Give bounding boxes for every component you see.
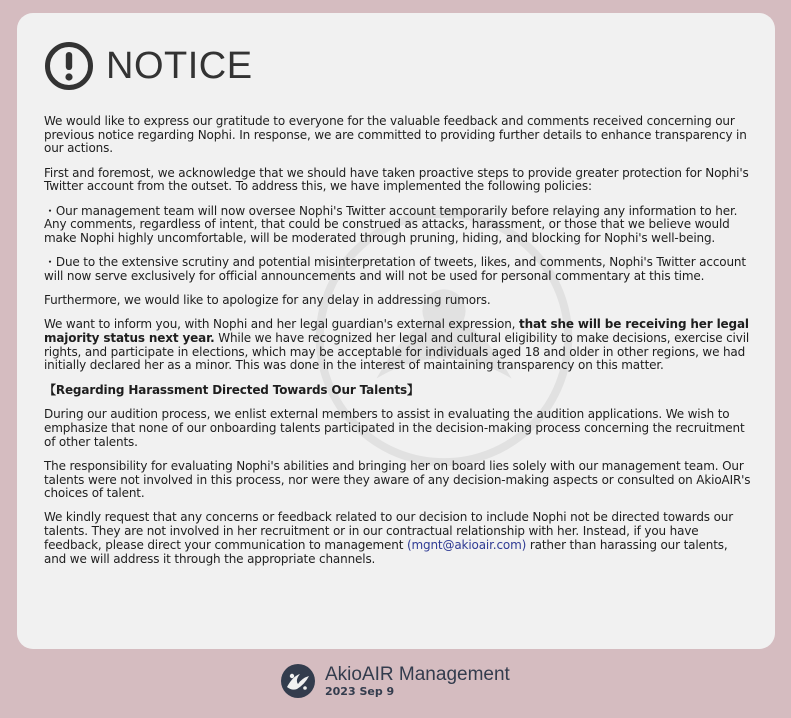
notice-date: 2023 Sep 9 bbox=[325, 684, 395, 698]
paragraph-request bbox=[44, 511, 753, 566]
request-text-end: rather than harassing our talents, and we will address it through the appropriate channels. bbox=[44, 537, 728, 566]
paragraph-legal-status bbox=[44, 318, 753, 373]
section-heading-harassment: 【Regarding Harassment Directed Towards Our Talents】 bbox=[44, 382, 419, 397]
akioair-logo-icon bbox=[281, 664, 315, 698]
paragraph-gratitude: We would like to express our gratitude to everyone for the valuable feedback and comments received concerning our previous notice regarding Nophi. In response, we are committed to providing further details to enhance transparency in our actions. bbox=[44, 114, 747, 156]
notice-body bbox=[44, 115, 753, 566]
management-email-link[interactable]: (mgnt@akioair.com) bbox=[406, 537, 527, 552]
paragraph-acknowledgement: First and foremost, we acknowledge that we should have taken proactive steps to provide greater protection for Nophi's Twitter account from the outset. To address this, we have implemented the following policies: bbox=[44, 165, 749, 194]
notice-header bbox=[44, 35, 753, 97]
policy-item-announcements: ・Due to the extensive scrutiny and potential misinterpretation of tweets, likes, and comments, Nophi's Twitter account will now serve exclusively for official announcements and will not be used for personal commentary at this time. bbox=[44, 255, 746, 283]
brand-text bbox=[325, 665, 510, 698]
policy-item-oversight: ・Our management team will now oversee Nophi's Twitter account temporarily before relaying any information to her. Any comments, regardless of intent, that could be construed as attacks, harassment, or those that we believe would make Nophi highly uncomfortable, will be moderated through pruning, hiding, and blocking for Nophi's well-being. bbox=[44, 203, 738, 245]
request-text-start: We kindly request that any concerns or feedback related to our decision to include Nophi not be directed towards our talents. They are not involved in her recruitment or in our contractual relationship with her. Instead, if you have feedback, please direct your communication to management bbox=[44, 510, 733, 552]
exclamation-circle-icon bbox=[44, 41, 94, 91]
legal-status-highlight: that she will be receiving her legal majority status next year. bbox=[44, 317, 749, 345]
page-title: NOTICE bbox=[106, 44, 253, 87]
footer-brand bbox=[281, 664, 510, 698]
legal-status-text-end: While we have recognized her legal and cultural eligibility to make decisions, exercise civil rights, and participate in elections, which may be acceptable for individuals aged 18 and older in other regions, we had initially declared her as a minor. This was done in the interest of maintaining transparency on this matter. bbox=[44, 330, 750, 373]
paragraph-audition: During our audition process, we enlist external members to assist in evaluating the audition applications. We wish to emphasize that none of our onboarding talents participated in the decision-making process concerning the recruitment of other talents. bbox=[44, 407, 745, 449]
notice-card bbox=[17, 13, 775, 649]
paragraph-apology: Furthermore, we would like to apologize for any delay in addressing rumors. bbox=[44, 293, 491, 308]
paragraph-responsibility: The responsibility for evaluating Nophi's abilities and bringing her on board lies solely with our management team. Our talents were not involved in this process, nor were they aware of any decision-making aspects or consulted on AkioAIR's choices of talent. bbox=[44, 458, 751, 501]
legal-status-text-start: We want to inform you, with Nophi and her legal guardian's external expression, bbox=[44, 317, 519, 332]
brand-name: AkioAIR Management bbox=[325, 663, 510, 685]
